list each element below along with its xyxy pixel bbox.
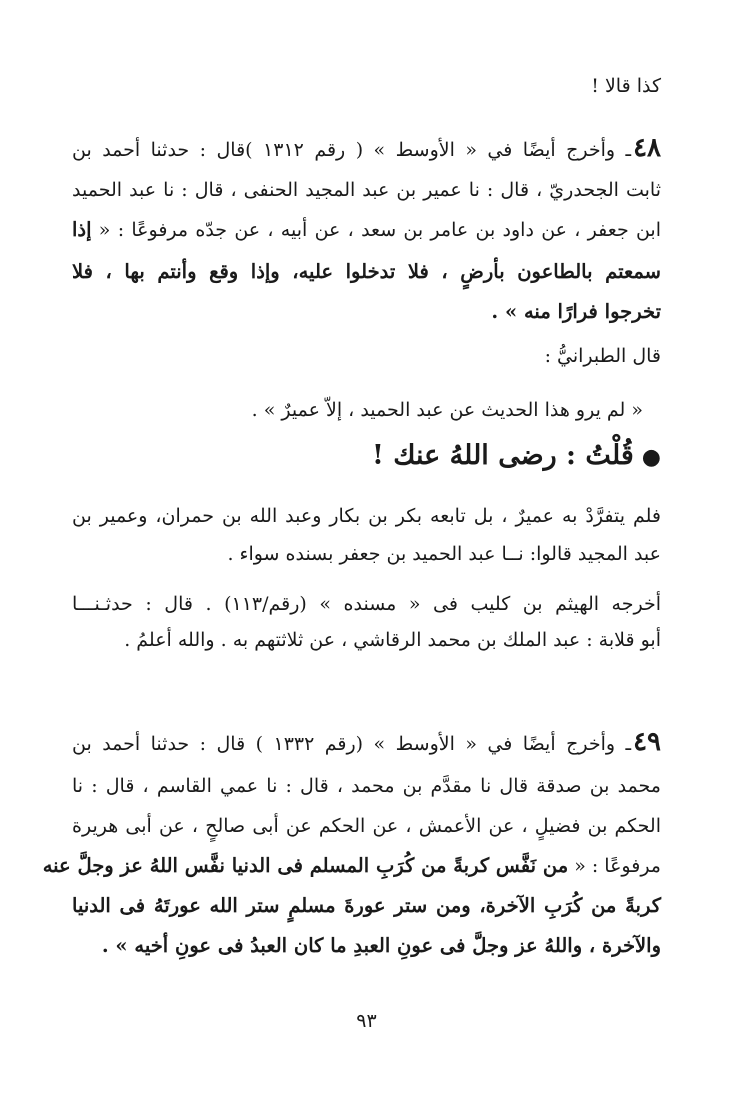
hadith-49-text-line-1: كربةً من كُرَبِ الآخرة، ومن ستر عورةَ مسلمٍ ستر الله عورتَهُ فى الدنيا bbox=[72, 894, 661, 917]
text-line-12: أبو قلابة : عبد الملك بن محمد الرقاشي ، عن ثلاثتهم به . والله أعلمُ . bbox=[124, 629, 661, 651]
text-line-9: فلم يتفرَّدْ به عميرٌ ، بل تابعه بكر بن بكار وعبد الله بن حمران، وعمير بن bbox=[72, 505, 661, 527]
marfu-label: مرفوعًا : « bbox=[568, 855, 661, 877]
hadith-49-intro: ـ وأخرج أيضًا في « الأوسط » (رقم ١٣٣٢ ) قال : حدثنا أحمد بن bbox=[72, 733, 632, 755]
tabarani-label: قال الطبرانيُّ : bbox=[544, 345, 661, 367]
text-line-3: ثابت الجحدريّ ، قال : نا عمير بن عبد المجيد الحنفى ، قال : نا عبد الحميد bbox=[72, 179, 661, 201]
hadith-number-49: ٤٩ bbox=[633, 727, 661, 757]
hadith-49-text-line-2: والآخرة ، واللهُ عز وجلَّ فى عونِ العبدِ ما كان العبدُ فى عونِ أخيه » . bbox=[101, 934, 661, 957]
text-line-11: أخرجه الهيثم بن كليب فى « مسنده » (رقم/١١٣) . قال : حدثـنـــا bbox=[72, 593, 661, 615]
text-line-4 bbox=[72, 216, 661, 244]
page-number: ٩٣ bbox=[356, 1010, 377, 1032]
hadith-48-intro: ـ وأخرج أيضًا في « الأوسط » ( رقم ١٣١٢ )قال : حدثنا أحمد بن bbox=[72, 139, 632, 161]
hadith-49-text-start: من نَفَّس كربةً من كُرَبِ المسلم فى الدنيا نفَّس اللهُ عز وجلَّ عنه bbox=[42, 854, 569, 877]
heading-text: قُلْتُ : رضى اللهُ عنك ! bbox=[371, 440, 634, 471]
text-line-16 bbox=[42, 852, 661, 880]
isnad-end: ابن جعفر ، عن داود بن عامر بن سعد ، عن أبيه ، عن جدّه مرفوعًا : « bbox=[91, 219, 661, 241]
section-heading bbox=[72, 436, 661, 477]
hadith-number-48: ٤٨ bbox=[633, 133, 661, 163]
hadith-48-first-line bbox=[72, 134, 661, 164]
hadith-text-line-1: سمعتم بالطاعون بأرضٍ ، فلا تدخلوا عليه، وإذا وقع وأنتم بها ، فلا bbox=[72, 260, 661, 283]
text-line-10: عبد المجيد قالوا: نــا عبد الحميد بن جعفر بسنده سواء . bbox=[227, 543, 661, 565]
bullet-icon: ● bbox=[641, 444, 661, 470]
hadith-text-start: إذا bbox=[72, 218, 92, 241]
tabarani-quote: « لم يرو هذا الحديث عن عبد الحميد ، إلاّ عميرٌ » . bbox=[251, 399, 643, 421]
text-line-1: كذا قالا ! bbox=[591, 75, 661, 97]
hadith-49-first-line bbox=[72, 728, 661, 758]
text-line-15: الحكم بن فضيلٍ ، عن الأعمش ، عن الحكم عن أبى صالحٍ ، عن أبى هريرة bbox=[72, 815, 661, 837]
hadith-text-line-2: تخرجوا فرارًا منه » . bbox=[491, 300, 661, 323]
text-line-14: محمد بن صدقة قال نا مقدَّم بن محمد ، قال : نا عمي القاسم ، قال : نا bbox=[72, 775, 661, 797]
